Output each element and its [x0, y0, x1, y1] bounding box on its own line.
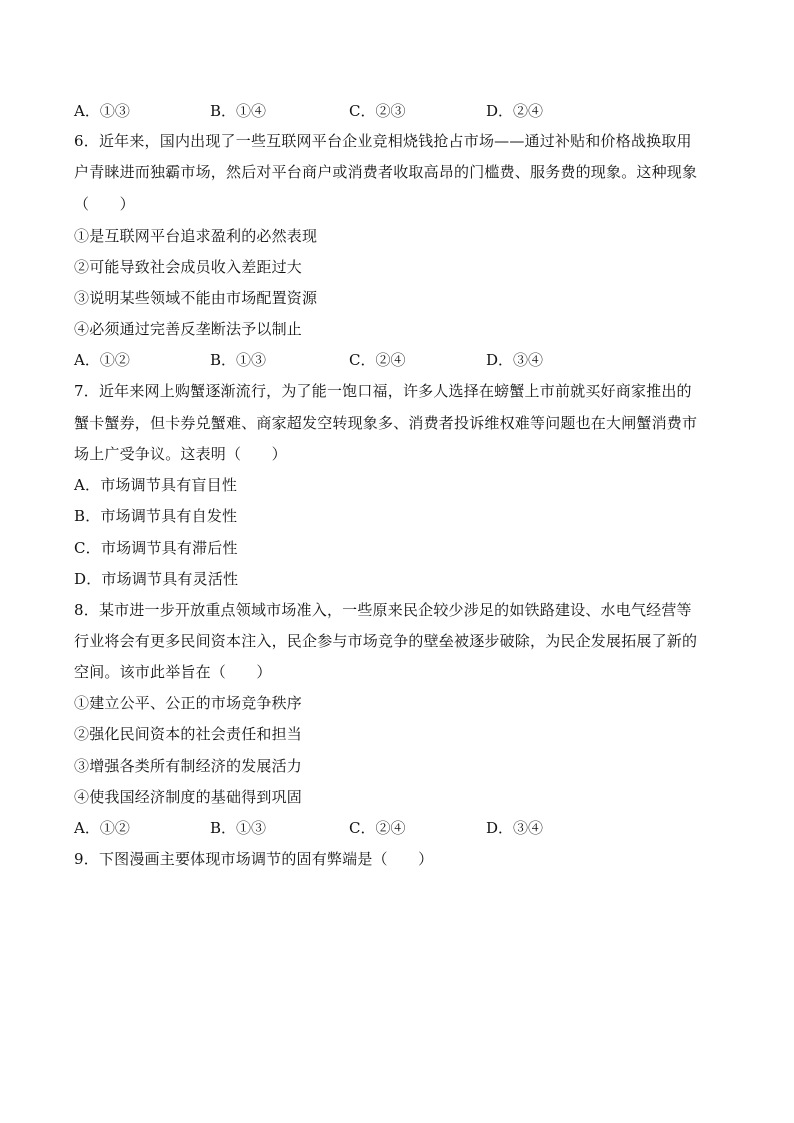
q6-stem-line-2: 户青睐进而独霸市场，然后对平台商户或消费者收取高昂的门槛费、服务费的现象。这种现象	[74, 163, 698, 181]
q7-stem-line-3: 场上广受争议。这表明（ ）	[74, 445, 287, 463]
q8-item-3: ③增强各类所有制经济的发展活力	[74, 757, 303, 775]
q8-item-2: ②强化民间资本的社会责任和担当	[74, 725, 303, 743]
q6-stem-line-1: 6．近年来，国内出现了一些互联网平台企业竞相烧钱抢占市场——通过补贴和价格战换取用	[74, 132, 692, 150]
q7-stem-line-2: 蟹卡蟹券，但卡券兑蟹难、商家超发空转现象多、消费者投诉维权难等问题也在大闸蟹消费市	[74, 414, 698, 432]
q7-choice-d: D．市场调节具有灵活性	[74, 570, 239, 588]
q6-item-3: ③说明某些领域不能由市场配置资源	[74, 289, 318, 307]
q6-option-b: B．①③	[210, 351, 267, 369]
q9-stem: 9．下图漫画主要体现市场调节的固有弊端是（ ）	[74, 850, 434, 868]
q8-option-a: A．①②	[74, 819, 130, 837]
q5-option-b: B．①④	[210, 102, 267, 120]
q8-option-b: B．①③	[210, 819, 267, 837]
q8-item-1: ①建立公平、公正的市场竞争秩序	[74, 694, 303, 712]
q5-option-a: A．①③	[74, 102, 130, 120]
q8-option-c: C．②④	[349, 819, 406, 837]
q6-stem-line-3: （ ）	[74, 195, 135, 213]
q8-stem-line-2: 行业将会有更多民间资本注入，民企参与市场竞争的壁垒被逐步破除，为民企发展拓展了新的	[74, 632, 698, 650]
q8-stem-line-1: 8．某市进一步开放重点领域市场准入，一些原来民企较少涉足的如铁路建设、水电气经营等	[74, 601, 692, 619]
q5-option-c: C．②③	[349, 102, 406, 120]
q6-option-d: D．③④	[486, 351, 544, 369]
q6-item-4: ④必须通过完善反垄断法予以制止	[74, 320, 303, 338]
q5-option-d: D．②④	[486, 102, 544, 120]
q8-stem-line-3: 空间。该市此举旨在（ ）	[74, 663, 272, 681]
q5-options	[74, 101, 734, 121]
q6-option-c: C．②④	[349, 351, 406, 369]
q6-item-2: ②可能导致社会成员收入差距过大	[74, 258, 303, 276]
q6-item-1: ①是互联网平台追求盈利的必然表现	[74, 227, 318, 245]
q8-item-4: ④使我国经济制度的基础得到巩固	[74, 788, 303, 806]
q6-option-a: A．①②	[74, 351, 130, 369]
q6-options	[74, 350, 734, 370]
q7-choice-b: B．市场调节具有自发性	[74, 507, 238, 525]
q7-choice-c: C．市场调节具有滞后性	[74, 539, 238, 557]
q8-options	[74, 818, 734, 838]
q7-stem-line-1: 7．近年来网上购蟹逐渐流行，为了能一饱口福，许多人选择在螃蟹上市前就买好商家推出的	[74, 382, 692, 400]
q7-choice-a: A．市场调节具有盲目性	[74, 476, 238, 494]
q8-option-d: D．③④	[486, 819, 544, 837]
